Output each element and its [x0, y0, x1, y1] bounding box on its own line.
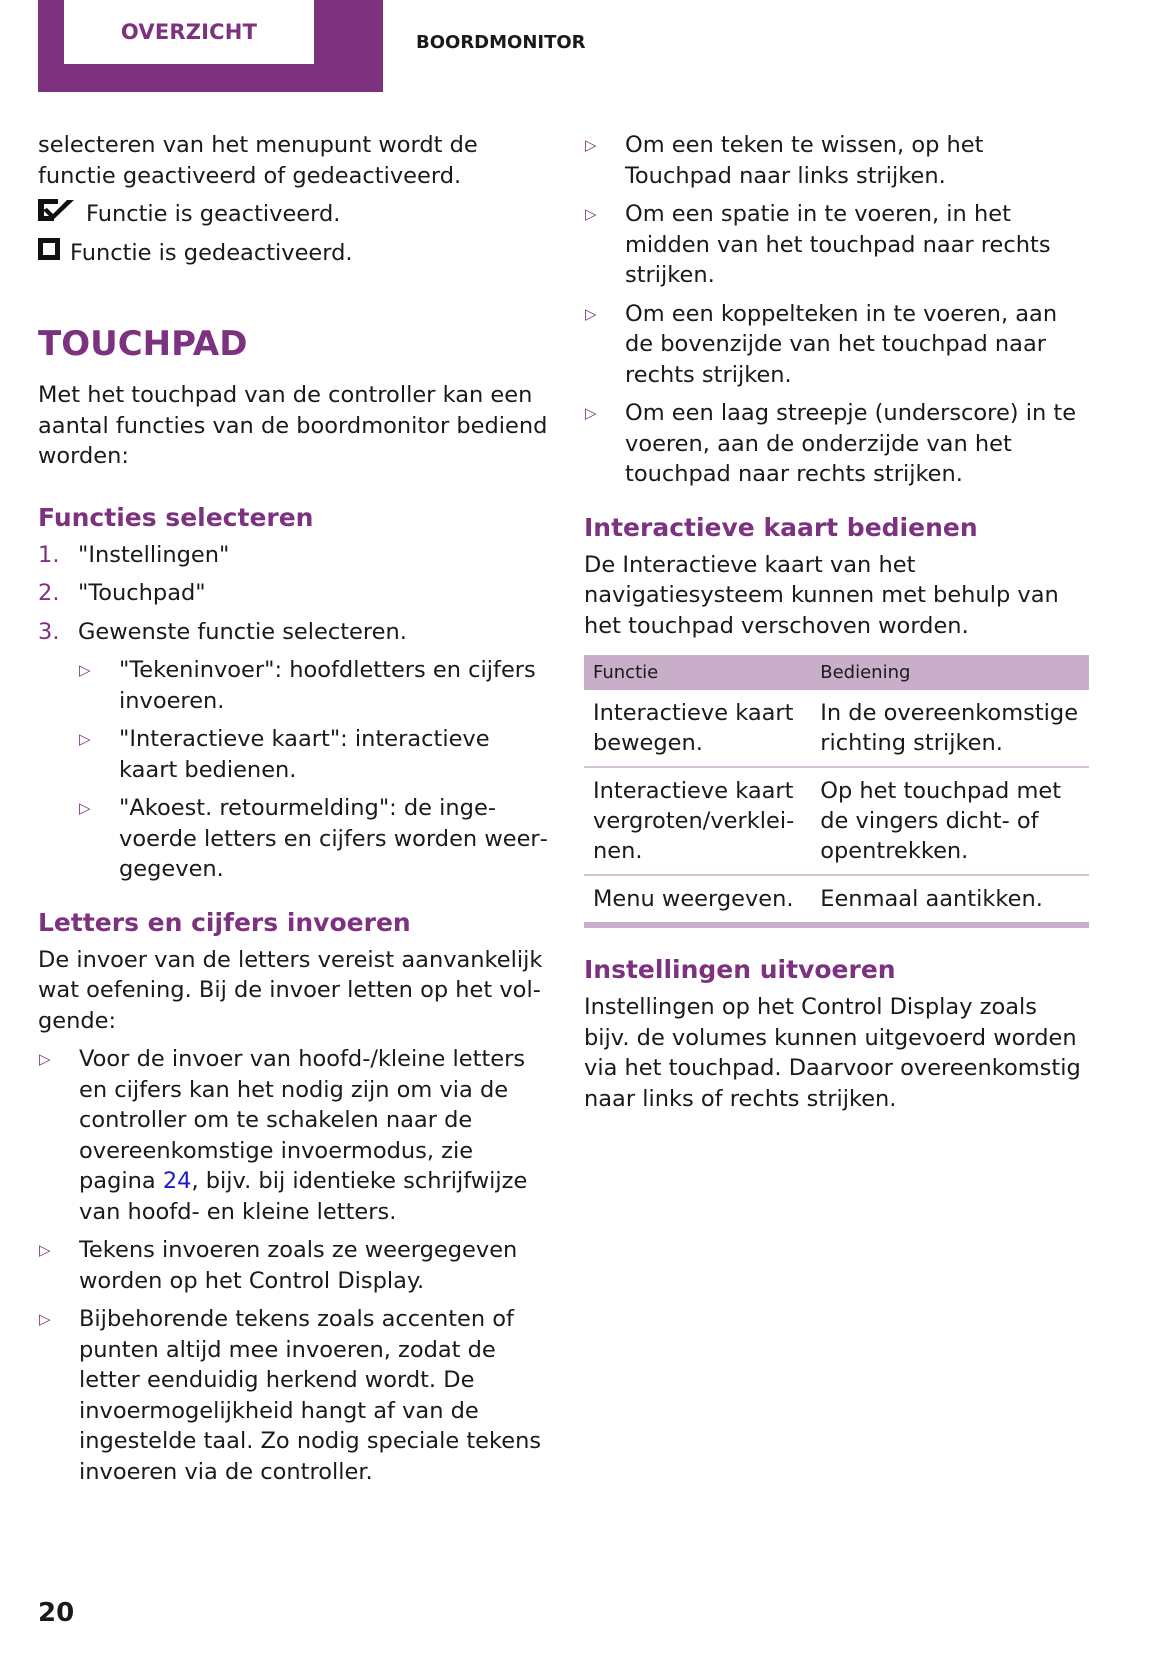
state-active-label: Functie is geactiveerd.: [86, 201, 341, 227]
triangle-bullet-icon: ▷: [79, 799, 91, 817]
chapter-tab-inner: [64, 0, 314, 64]
table-cell: Menu weergeven.: [584, 875, 811, 925]
triangle-bullet-icon: ▷: [39, 1241, 51, 1259]
step-item: [38, 578, 548, 609]
triangle-bullet-icon: ▷: [79, 730, 91, 748]
triangle-bullet-icon: ▷: [39, 1050, 51, 1068]
table-cell: Eenmaal aantikken.: [811, 875, 1089, 925]
steps-list: [38, 540, 548, 885]
step-text: "Instellingen": [78, 541, 230, 568]
table-row: [584, 875, 1089, 925]
table-cell: Interactieve kaart bewegen.: [584, 690, 811, 767]
state-inactive-label: Functie is gedeactiveerd.: [70, 239, 353, 266]
list-item-text: Om een koppelteken in te voeren, aan de bovenzijde van het touchpad naar rechts strijken.: [625, 300, 1058, 388]
table-header-row: [584, 655, 1089, 690]
list-item-text: Tekens invoeren zoals ze weergegeven worden op het Control Display.: [79, 1237, 518, 1294]
step-number: 1.: [38, 541, 60, 568]
list-item-text: Om een laag streepje (underscore) in te voeren, aan de onderzijde van het touchpad naar rechts strijken.: [625, 400, 1077, 487]
checked-box-icon: [38, 198, 76, 231]
list-item: [584, 398, 1089, 490]
table-row: [584, 690, 1089, 767]
map-heading: Interactieve kaart bedienen: [584, 512, 978, 542]
list-item-text: [79, 1044, 548, 1227]
list-item: [78, 724, 548, 785]
left-column: [38, 130, 548, 1495]
map-body: De Interactieve kaart van het navigatiesysteem kunnen met behulp van het touchpad verschoven worden.: [584, 551, 1059, 639]
select-functions-heading: Functies selecteren: [38, 502, 314, 532]
chapter-tab-label: OVERZICHT: [120, 20, 258, 44]
list-item-text: Bijbehorende tekens zoals accenten of punten altijd mee invoeren, zodat de letter eenduidig herkend wordt. De invoermogelijkheid hangt af van de ingestelde taal. Zo nodig speciale tekens invoeren via de controller.: [79, 1306, 542, 1485]
right-column: [584, 130, 1089, 1114]
step-text: Gewenste functie selecteren.: [78, 618, 407, 645]
triangle-bullet-icon: ▷: [39, 1310, 51, 1328]
triangle-bullet-icon: ▷: [585, 304, 597, 323]
settings-body: Instellingen op het Control Display zoals bijv. de volumes kunnen uitgevoerd worden via het touchpad. Daarvoor overeenkomstig naar links of rechts strijken.: [584, 994, 1081, 1112]
table-cell: Interactieve kaart vergroten/verkleinen.: [584, 767, 811, 875]
step-item: [38, 617, 548, 885]
step-item: [38, 540, 548, 571]
state-inactive-line: [38, 238, 548, 269]
step-text: "Touchpad": [78, 580, 206, 606]
list-item: [78, 655, 548, 716]
step-number: 2.: [38, 580, 60, 606]
page-link[interactable]: 24: [162, 1168, 192, 1194]
list-item: [584, 130, 1089, 191]
table-cell: Op het touchpad met de vingers dicht- of opentrekken.: [811, 767, 1089, 875]
letters-list: [38, 1044, 548, 1487]
section-label: BOORDMONITOR: [416, 32, 586, 53]
chapter-tab: [38, 0, 383, 92]
table-row: [584, 767, 1089, 875]
list-item: [78, 793, 548, 885]
page-number: 20: [38, 1598, 75, 1628]
list-item-text-part: , bijv. bij identieke schrijfwijze van hoofd- en kleine letters.: [79, 1168, 528, 1225]
step-number: 3.: [38, 618, 60, 645]
triangle-bullet-icon: ▷: [79, 661, 91, 679]
table-header-functie: Functie: [584, 655, 811, 690]
list-item-text-part: Voor de invoer van hoofd-/kleine letters en cijfers kan het nodig zijn om via de controller om te schakelen naar de overeenkomstige invoermodus, zie pagina: [79, 1046, 526, 1194]
state-active-line: [38, 198, 548, 231]
touchpad-intro: Met het touchpad van de controller kan een aantal functies van de boordmonitor bediend worden:: [38, 382, 548, 469]
intro-text: selecteren van het menupunt wordt de functie geactiveerd of gedeactiveerd.: [38, 132, 478, 189]
list-item: [584, 299, 1089, 391]
letters-heading: Letters en cijfers invoeren: [38, 907, 411, 937]
map-operations-table: [584, 655, 1089, 928]
letters-body: De invoer van de letters vereist aanvankelijk wat oefening. Bij de invoer letten op het volgende:: [38, 946, 543, 1034]
triangle-bullet-icon: ▷: [585, 136, 597, 154]
list-item: [38, 1044, 548, 1227]
touchpad-title: TOUCHPAD: [38, 324, 248, 364]
list-item: [38, 1235, 548, 1296]
triangle-bullet-icon: ▷: [585, 205, 597, 223]
gesture-list: [584, 130, 1089, 490]
list-item: [584, 199, 1089, 291]
list-item-text: "Interactieve kaart": interactieve kaart bedienen.: [119, 726, 490, 783]
table-header-bediening: Bediening: [811, 655, 1089, 690]
list-item-text: Om een spatie in te voeren, in het midden van het touchpad naar rechts strijken.: [625, 201, 1051, 288]
triangle-bullet-icon: ▷: [585, 404, 597, 422]
table-cell: In de overeenkomstige richting strijken.: [811, 690, 1089, 767]
list-item-text: "Tekeninvoer": hoofdletters en cijfers invoeren.: [119, 657, 536, 714]
list-item-text: Om een teken te wissen, op het Touchpad naar links strijken.: [625, 132, 984, 189]
list-item: [38, 1304, 548, 1487]
step3-options-list: [78, 655, 548, 885]
list-item-text: "Akoest. retourmelding": de ingevoerde letters en cijfers worden weergegeven.: [119, 795, 548, 882]
empty-box-icon: [38, 238, 60, 269]
settings-heading: Instellingen uitvoeren: [584, 955, 896, 984]
